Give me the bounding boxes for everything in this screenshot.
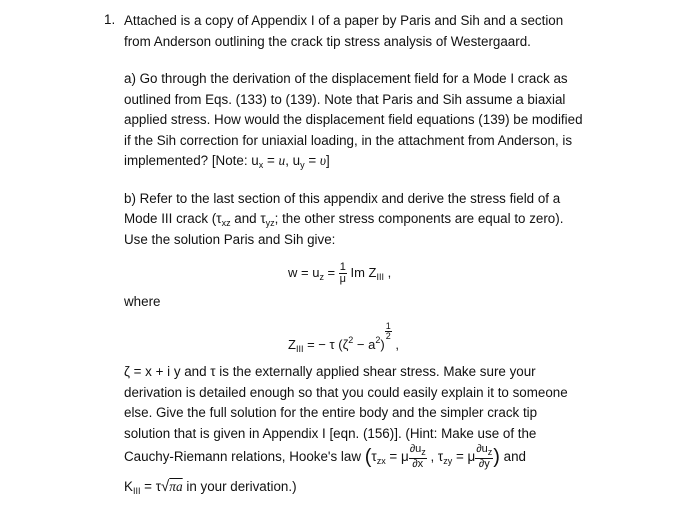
where-label: where — [124, 294, 161, 309]
part-b-line-1: b) Refer to the last section of this appendix and derive the stress field of a — [124, 191, 561, 206]
part-b-line-2: Mode III crack ($\tau_{xz}$ and $\tau_{yz}$; the other stress components are equal to zero). — [124, 211, 564, 228]
hooke-line: Cauchy-Riemann relations, Hooke's law ($\tau_{zx} = \mu$ $\frac{\partial u_z}{\partial x}$ , $\tau_{zy} = \mu$ $\frac{\partial u_z}{\partial y}$ ) and — [124, 443, 526, 471]
intro-line-2: from Anderson outlining the crack tip stress analysis of Westergaard. — [124, 34, 531, 49]
part-c-line-3: else. Give the full solution for the entire body and the simpler crack tip — [124, 405, 538, 420]
part-a-line-3: applied stress. How would the displacement field equations (139) be modified — [124, 112, 583, 127]
part-a-line-4: if the Sih correction for uniaxial loading, in the attachment from Anderson, is — [124, 133, 573, 148]
part-c-line-1: ζ = x + i y and τ is the externally applied shear stress. Make sure your — [124, 364, 536, 379]
part-c-line-4: solution that is given in Appendix I [eqn. (156)]. (Hint: Make use of the — [124, 426, 537, 441]
part-b-line-3: Use the solution Paris and Sih give: — [124, 232, 336, 247]
part-a-line-1: a) Go through the derivation of the displacement field for a Mode I crack as — [124, 71, 568, 86]
part-a-line-2: outlined from Eqs. (133) to (139). Note that Paris and Sih assume a biaxial — [124, 92, 566, 107]
part-a-note: implemented? [Note: $u_x = u$, $u_y = \upsilon$] — [124, 153, 330, 170]
equation-w: $w = u_z$ = $\frac{1}{\mu}$ Im $Z_{III}$ , — [288, 261, 392, 285]
question-number: 1. — [104, 12, 116, 27]
part-c-line-2: derivation is detailed enough so that you could easily explain it to someone — [124, 385, 568, 400]
equation-z: $Z_{III}$ = − τ $(\zeta^2 - a^2)$ $\frac{1}{2}$ , — [288, 321, 399, 354]
last-line: $K_{III} = \tau√\pi a$ in your derivation.) — [124, 478, 297, 496]
intro-line-1: Attached is a copy of Appendix I of a paper by Paris and Sih and a section — [124, 13, 564, 28]
